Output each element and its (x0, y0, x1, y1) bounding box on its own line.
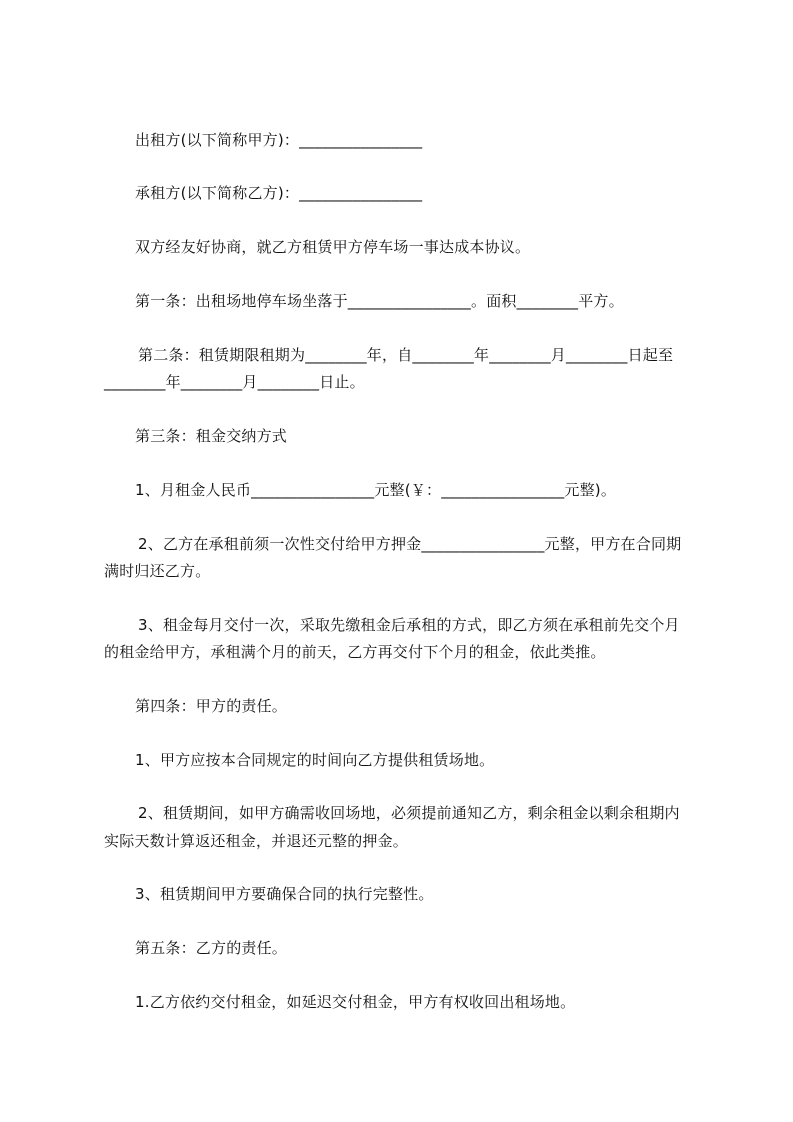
lessee-line: 承租方(以下简称乙方)：________________ (135, 184, 423, 202)
article-3-item-3-line-1: 3、租金每月交付一次，采取先缴租金后承租的方式，即乙方须在承租前先交个月 (138, 616, 680, 634)
article-3-item-2-line-2: 满时归还乙方。 (104, 562, 211, 580)
article-4-item-3: 3、租赁期间甲方要确保合同的执行完整性。 (135, 885, 434, 903)
article-5-heading: 第五条：乙方的责任。 (135, 939, 288, 957)
article-4-item-1: 1、甲方应按本合同规定的时间向乙方提供租赁场地。 (135, 751, 495, 769)
article-5-item-1: 1.乙方依约交付租金，如延迟交付租金，甲方有权收回出租场地。 (135, 993, 576, 1011)
article-3-item-1: 1、月租金人民币________________元整(￥：________________元整)。 (135, 481, 617, 499)
article-4-item-2-line-1: 2、租赁期间，如甲方确需收回场地，必须提前通知乙方，剩余租金以剩余租期内 (138, 804, 680, 822)
lessor-line: 出租方(以下简称甲方)：________________ (135, 131, 423, 149)
article-2-line-1: 第二条：租赁期限租期为________年，自________年________月________日起至 (138, 346, 674, 364)
article-4-item-2-line-2: 实际天数计算返还租金，并退还元整的押金。 (104, 832, 409, 850)
article-2-line-2: ________年________月________日止。 (104, 373, 365, 391)
article-3-item-2-line-1: 2、乙方在承租前须一次性交付给甲方押金________________元整，甲方在合同期 (138, 535, 682, 553)
article-4-heading: 第四条：甲方的责任。 (135, 697, 288, 715)
article-1: 第一条：出租场地停车场坐落于________________。面积________平方。 (135, 292, 624, 310)
article-3-heading: 第三条：租金交纳方式 (135, 427, 288, 445)
agreement-intro: 双方经友好协商，就乙方租赁甲方停车场一事达成本协议。 (135, 238, 531, 256)
article-3-item-3-line-2: 的租金给甲方，承租满个月的前天，乙方再交付下个月的租金，依此类推。 (104, 643, 606, 661)
